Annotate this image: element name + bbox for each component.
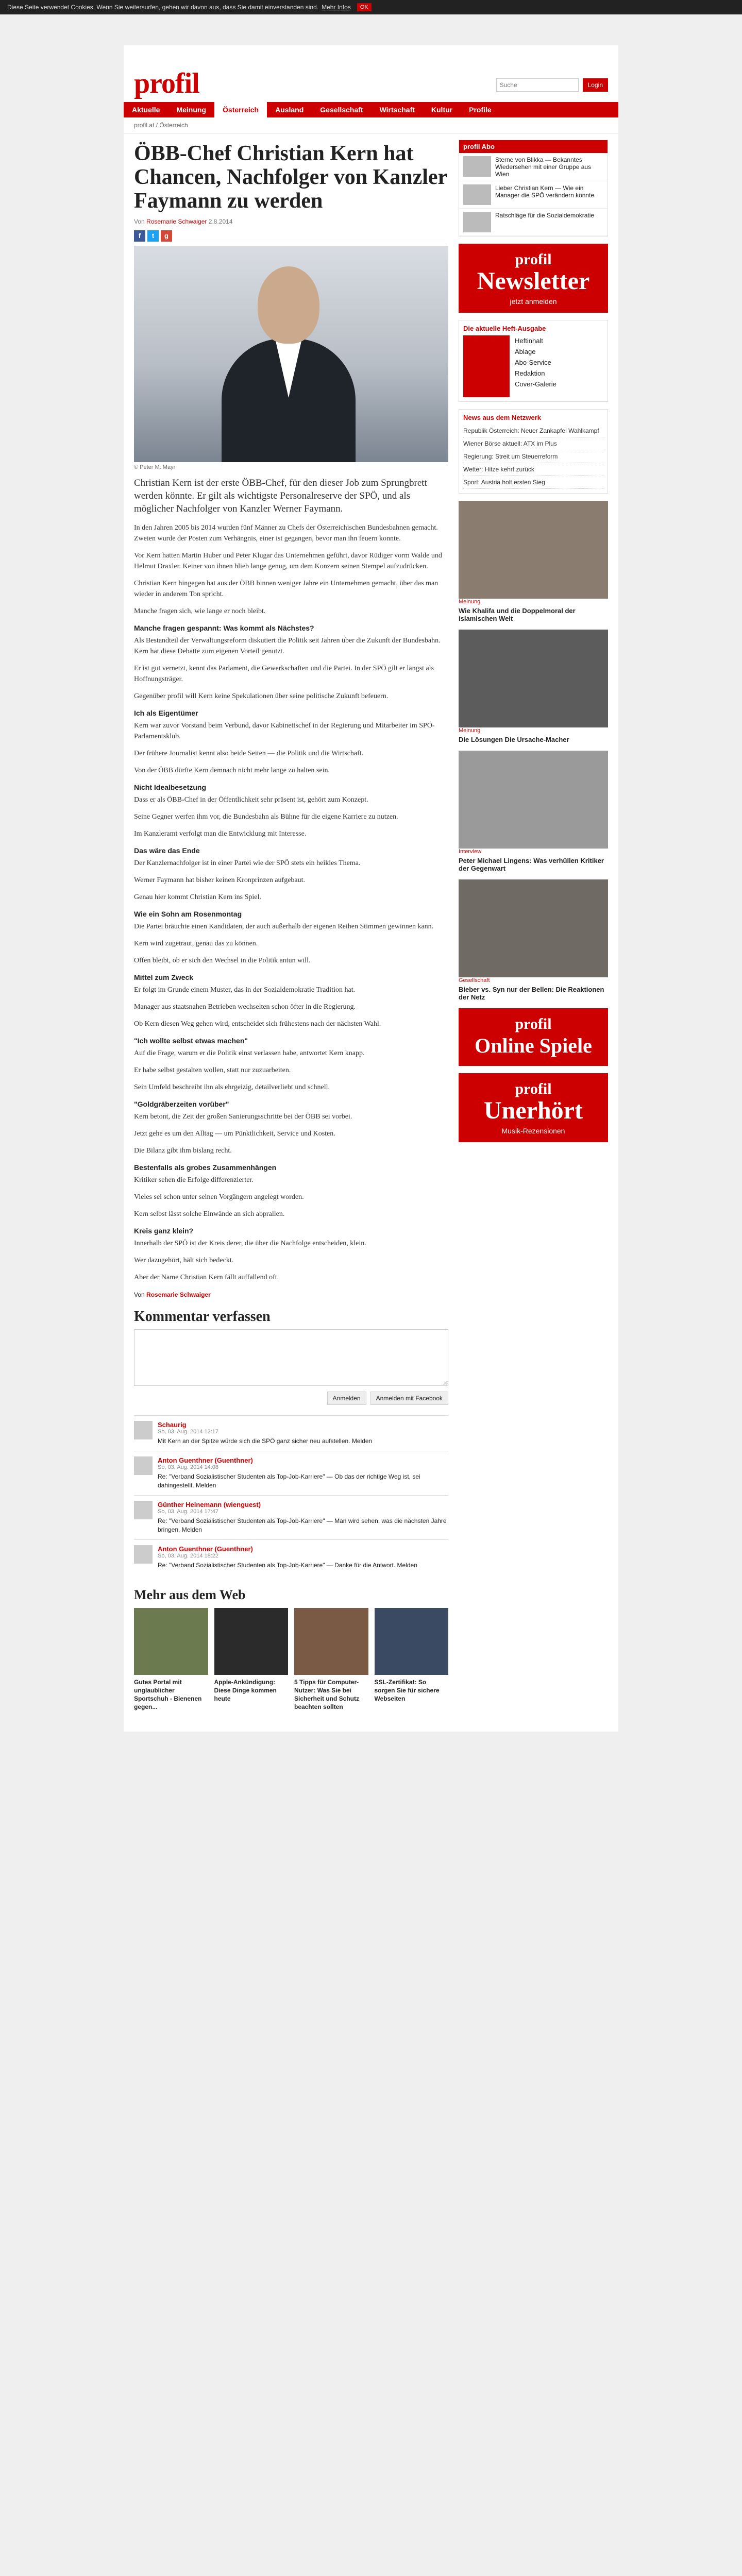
newsletter-cta: jetzt anmelden [510, 297, 557, 306]
sidebar-card-1-image [459, 501, 608, 599]
paragraph: Kern war zuvor Vorstand beim Verbund, davor Kabinettschef in der Regierung und Mitarbeiter im SPÖ-Parlamentsklub. [134, 722, 435, 740]
section-heading: Kreis ganz klein? [134, 1227, 194, 1235]
newsletter-box[interactable] [459, 244, 608, 313]
unerhoert-title: Unerhört [484, 1097, 583, 1124]
games-box[interactable] [459, 1008, 608, 1066]
section-heading: "Ich wollte selbst etwas machen" [134, 1037, 248, 1045]
search-input[interactable] [496, 78, 579, 92]
comment-text: Re: "Verband Sozialistischer Studenten als Top-Job-Karriere" — Man wird sehen, was die nächsten Jahre bringen. Melden [158, 1517, 447, 1533]
section-heading: Das wäre das Ende [134, 846, 200, 855]
google-plus-icon[interactable]: g [161, 230, 172, 242]
breadcrumb: profil.at / Österreich [124, 117, 618, 133]
sidebar-top-title: profil Abo [459, 140, 608, 153]
more-card[interactable] [214, 1608, 289, 1711]
unerhoert-subtitle: Musik-Rezensionen [501, 1127, 565, 1135]
main-nav [124, 102, 618, 117]
sidebar-top-thumb [463, 212, 491, 232]
nav-item[interactable]: Ausland [275, 106, 304, 114]
paragraph: Die Bilanz gibt ihm bislang recht. [134, 1147, 232, 1155]
comment-text: Re: "Verband Sozialistischer Studenten als Top-Job-Karriere" — Ob das der richtige Weg ist, sei dahingestellt. Melden [158, 1473, 420, 1489]
comment-author[interactable]: Günther Heinemann (wienguest) [158, 1501, 261, 1509]
article-date: 2.8.2014 [208, 218, 233, 225]
sidebar-card-3-image [459, 751, 608, 849]
comment-date: So, 03. Aug. 2014 18:22 [158, 1553, 219, 1559]
sidebar-top-text: Sterne von Blikka — Bekanntes Wiedersehen mit einer Gruppe aus Wien [495, 156, 592, 178]
content [124, 133, 618, 1711]
more-card-image [134, 1608, 208, 1675]
issue-box [459, 320, 608, 402]
paragraph: Wer dazugehört, hält sich bedeckt. [134, 1257, 234, 1264]
comment-text: Re: "Verband Sozialistischer Studenten als Top-Job-Karriere" — Danke für die Antwort. Melden [158, 1562, 417, 1569]
nav-item[interactable]: Meinung [176, 106, 207, 114]
more-card-image [214, 1608, 289, 1675]
sidebar-card-1[interactable] [459, 501, 608, 622]
sidebar-card-3-kicker: Interview [459, 849, 482, 855]
sidebar-card-4-title: Bieber vs. Syn nur der Bellen: Die Reaktionen der Netz [459, 986, 604, 1001]
issue-link[interactable]: Redaktion [515, 369, 545, 377]
avatar [134, 1501, 153, 1519]
cookie-ok-button[interactable]: OK [357, 3, 372, 11]
more-card[interactable] [375, 1608, 449, 1711]
network-news-link[interactable]: Sport: Austria holt ersten Sieg [463, 476, 603, 489]
section-heading: Manche fragen gespannt: Was kommt als Nächstes? [134, 624, 314, 632]
article [134, 140, 448, 1711]
page [124, 45, 618, 1732]
paragraph: Der Kanzlernachfolger ist in einer Partei wie der SPÖ stets ein heikles Thema. [134, 859, 361, 867]
issue-link[interactable]: Cover-Galerie [515, 380, 556, 388]
more-heading: Mehr aus dem Web [134, 1587, 246, 1602]
sidebar-top-box [459, 140, 608, 236]
avatar [134, 1421, 153, 1439]
paragraph: In den Jahren 2005 bis 2014 wurden fünf Männer zu Chefs der Österreichischen Bundesbahnen gemacht. Zweien wurde der Posten zum Verhängnis, einer ist gegangen, bevor man ihn feuern konnte. [134, 524, 438, 543]
issue-heading: Die aktuelle Heft-Ausgabe [463, 325, 546, 332]
paragraph: Von der ÖBB dürfte Kern demnach nicht mehr lange zu halten sein. [134, 767, 330, 774]
cookie-text: Diese Seite verwendet Cookies. Wenn Sie weitersurfen, gehen wir davon aus, dass Sie damit einverstanden sind. [7, 4, 319, 11]
paragraph: Er ist gut vernetzt, kennt das Parlament, die Gewerkschaften und die Partei. In der SPÖ gilt er längst als Hoffnungsträger. [134, 665, 434, 683]
paragraph: Die Partei bräuchte einen Kandidaten, der auch außerhalb der eigenen Reihen Stimmen gewinnen kann. [134, 923, 434, 930]
comment-date: So, 03. Aug. 2014 14:08 [158, 1464, 219, 1470]
cookie-bar [0, 0, 742, 14]
author-link[interactable]: Rosemarie Schwaiger [146, 218, 207, 225]
paragraph: Er habe selbst gestalten wollen, statt nur zuzuarbeiten. [134, 1066, 291, 1074]
paragraph: Der frühere Journalist kennt also beide Seiten — die Politik und die Wirtschaft. [134, 750, 364, 757]
avatar [134, 1545, 153, 1564]
more-card-image [375, 1608, 449, 1675]
paragraph: Seine Gegner werfen ihm vor, die Bundesbahn als Bühne für die eigene Karriere zu nutzen. [134, 813, 398, 821]
sidebar [459, 140, 608, 1711]
comment-input[interactable] [134, 1329, 448, 1386]
comment-login-button[interactable]: Anmelden [327, 1392, 366, 1405]
section-heading: Bestenfalls als grobes Zusammenhängen [134, 1163, 277, 1172]
sidebar-top-thumb [463, 184, 491, 205]
paragraph: Christian Kern hingegen hat aus der ÖBB binnen weniger Jahre ein Unternehmen gemacht, über das man wieder in anderem Ton spricht. [134, 580, 439, 598]
paragraph: Gegenüber profil will Kern keine Spekulationen über seine politische Zukunft befeuern. [134, 692, 389, 700]
sidebar-card-3[interactable] [459, 751, 608, 872]
paragraph: Er folgt im Grunde einem Muster, das in der Sozialdemokratie Tradition hat. [134, 986, 356, 994]
article-meta [134, 218, 448, 225]
cookie-more-link[interactable]: Mehr Infos [322, 4, 351, 11]
paragraph: Kritiker sehen die Erfolge differenzierter. [134, 1176, 254, 1184]
paragraph: Werner Faymann hat bisher keinen Kronprinzen aufgebaut. [134, 876, 306, 884]
games-brand: profil [515, 1015, 552, 1032]
sidebar-card-2-image [459, 630, 608, 727]
sidebar-top-text: Ratschläge für die Sozialdemokratie [495, 212, 595, 219]
twitter-icon[interactable]: t [147, 230, 159, 242]
login-button[interactable]: Login [583, 78, 608, 92]
more-card-caption: Gutes Portal mit unglaublicher Sportschuh - Bienenen gegen... [134, 1679, 202, 1710]
article-title: ÖBB-Chef Christian Kern hat Chancen, Nachfolger von Kanzler Faymann zu werden [134, 142, 447, 213]
sidebar-card-4-kicker: Gesellschaft [459, 977, 490, 984]
site-logo[interactable]: profil [134, 67, 199, 99]
network-news-link[interactable]: Republik Österreich: Neuer Zankapfel Wahlkampf [463, 425, 603, 437]
unerhoert-box[interactable] [459, 1073, 608, 1142]
article-lead: Christian Kern ist der erste ÖBB-Chef, für den dieser Job zum Sprungbrett werden könnte. Er gilt als wichtigste Personalreserve der SPÖ, und als möglicher Nachfolger von Kanzler Werner Faymann. [134, 478, 427, 514]
issue-link[interactable]: Ablage [515, 348, 536, 355]
paragraph: Im Kanzleramt verfolgt man die Entwicklung mit Interesse. [134, 830, 307, 838]
sidebar-card-1-kicker: Meinung [459, 599, 481, 605]
paragraph: Kern selbst lässt solche Einwände an sich abprallen. [134, 1210, 285, 1218]
paragraph: Sein Umfeld beschreibt ihn als ehrgeizig, detailverliebt und schnell. [134, 1083, 330, 1091]
paragraph: Manager aus staatsnahen Betrieben wechselten schon öfter in die Regierung. [134, 1003, 356, 1011]
network-news-link[interactable]: Wiener Börse aktuell: ATX im Plus [463, 437, 603, 450]
sidebar-card-4-image [459, 879, 608, 977]
network-news-link[interactable]: Regierung: Streit um Steuerreform [463, 450, 603, 463]
section-heading: Nicht Idealbesetzung [134, 783, 207, 791]
more-card-caption: Apple-Ankündigung: Diese Dinge kommen heute [214, 1679, 277, 1702]
more-card[interactable] [134, 1608, 208, 1711]
section-heading: Wie ein Sohn am Rosenmontag [134, 910, 242, 918]
sidebar-card-1-title: Wie Khalifa und die Doppelmoral der islamischen Welt [459, 607, 576, 622]
hero-image [134, 246, 448, 462]
article-body [134, 522, 448, 1283]
network-news-heading: News aus dem Netzwerk [463, 414, 542, 421]
comment-list [134, 1415, 448, 1575]
image-caption: © Peter M. Mayr [134, 464, 176, 470]
byline-label: Von [134, 1291, 145, 1298]
nav-item[interactable]: Österreich [214, 102, 267, 117]
sidebar-card-4[interactable] [459, 879, 608, 1001]
issue-cover[interactable] [463, 335, 510, 397]
more-list [134, 1608, 448, 1711]
paragraph: Genau hier kommt Christian Kern ins Spiel. [134, 893, 261, 901]
sidebar-card-2-kicker: Meinung [459, 727, 481, 734]
paragraph: Vor Kern hatten Martin Huber und Peter Klugar das Unternehmen geführt, davor Rüdiger vorm Walde und Helmut Draxler. Keiner von ihnen blieb lange genug, um dem Konzern seinen Stempel aufzudrücken. [134, 552, 442, 570]
comment-author[interactable]: Anton Guenthner (Guenthner) [158, 1456, 253, 1464]
more-card-caption: 5 Tipps für Computer-Nutzer: Was Sie bei Sicherheit und Schutz beachten sollten [294, 1679, 360, 1710]
section-heading: Ich als Eigentümer [134, 709, 198, 717]
comment-facebook-button[interactable]: Anmelden mit Facebook [370, 1392, 448, 1405]
paragraph: Manche fragen sich, wie lange er noch bleibt. [134, 607, 266, 615]
comment-date: So, 03. Aug. 2014 17:47 [158, 1509, 219, 1515]
comment [134, 1415, 448, 1451]
issue-link[interactable]: Heftinhalt [515, 337, 543, 345]
paragraph: Auf die Frage, warum er die Politik einst verlassen habe, antwortet Kern knapp. [134, 1049, 365, 1057]
games-title: Online Spiele [475, 1034, 592, 1057]
paragraph: Kern betont, die Zeit der großen Sanierungsschritte bei der ÖBB sei vorbei. [134, 1113, 352, 1121]
sidebar-card-2[interactable] [459, 630, 608, 743]
sidebar-card-2-title: Die Lösungen Die Ursache-Macher [459, 736, 569, 743]
sidebar-top-item[interactable] [459, 209, 608, 236]
nav-item[interactable]: Profile [469, 106, 492, 114]
nav-item[interactable]: Aktuelle [132, 106, 160, 114]
paragraph: Jetzt gehe es um den Alltag — um Pünktlichkeit, Service und Kosten. [134, 1130, 335, 1138]
byline-author-link[interactable]: Rosemarie Schwaiger [146, 1291, 211, 1298]
paragraph: Als Bestandteil der Verwaltungsreform diskutiert die Politik seit Jahren über die Zukunft der Bundesbahn. Kern hat diese Debatte zum eigenen Vorteil genutzt. [134, 637, 441, 655]
share-bar [134, 230, 448, 242]
sidebar-top-item[interactable] [459, 181, 608, 209]
comment-author[interactable]: Schaurig [158, 1421, 187, 1429]
sidebar-top-item[interactable] [459, 153, 608, 181]
nav-item[interactable]: Gesellschaft [320, 106, 363, 114]
comment-actions [134, 1392, 448, 1405]
issue-link[interactable]: Abo-Service [515, 359, 551, 366]
nav-item[interactable]: Wirtschaft [379, 106, 415, 114]
comment [134, 1451, 448, 1495]
paragraph: Dass er als ÖBB-Chef in der Öffentlichkeit sehr präsent ist, gehört zum Konzept. [134, 796, 368, 804]
section-heading: "Goldgräberzeiten vorüber" [134, 1100, 229, 1108]
hero-figure-head [258, 266, 319, 344]
header [124, 45, 618, 102]
avatar [134, 1456, 153, 1475]
comment-text: Mit Kern an der Spitze würde sich die SPÖ ganz sicher neu aufstellen. Melden [158, 1437, 373, 1445]
comment-date: So, 03. Aug. 2014 13:17 [158, 1429, 219, 1435]
nav-item[interactable]: Kultur [431, 106, 453, 114]
newsletter-brand: profil [515, 251, 552, 268]
byline [134, 1291, 448, 1298]
meta-prefix: Von [134, 218, 145, 225]
more-card-caption: SSL-Zertifikat: So sorgen Sie für sichere Webseiten [374, 1679, 440, 1702]
paragraph: Kern wird zugetraut, genau das zu können. [134, 940, 258, 947]
section-heading: Mittel zum Zweck [134, 973, 194, 981]
network-news-box [459, 409, 608, 494]
paragraph: Vieles sei schon unter seinen Vorgängern angelegt worden. [134, 1193, 304, 1201]
paragraph: Aber der Name Christian Kern fällt auffallend oft. [134, 1274, 279, 1281]
paragraph: Innerhalb der SPÖ ist der Kreis derer, die über die Nachfolge entscheiden, klein. [134, 1240, 366, 1247]
more-card-image [294, 1608, 368, 1675]
facebook-icon[interactable]: f [134, 230, 145, 242]
unerhoert-brand: profil [515, 1080, 552, 1097]
paragraph: Ob Kern diesen Weg gehen wird, entscheidet sich frühestens nach der nächsten Wahl. [134, 1020, 381, 1028]
comment [134, 1495, 448, 1539]
sidebar-card-3-title: Peter Michael Lingens: Was verhüllen Kritiker der Gegenwart [459, 857, 604, 872]
comment [134, 1539, 448, 1575]
sidebar-top-text: Lieber Christian Kern — Wie ein Manager die SPÖ verändern könnte [495, 184, 595, 199]
newsletter-title: Newsletter [477, 267, 590, 295]
comment-author[interactable]: Anton Guenthner (Guenthner) [158, 1545, 253, 1553]
comments-heading: Kommentar verfassen [134, 1309, 271, 1325]
network-news-link[interactable]: Wetter: Hitze kehrt zurück [463, 463, 603, 476]
sidebar-top-thumb [463, 156, 491, 177]
header-tools [496, 78, 608, 92]
paragraph: Offen bleibt, ob er sich den Wechsel in die Politik antun will. [134, 957, 311, 964]
more-card[interactable] [294, 1608, 368, 1711]
